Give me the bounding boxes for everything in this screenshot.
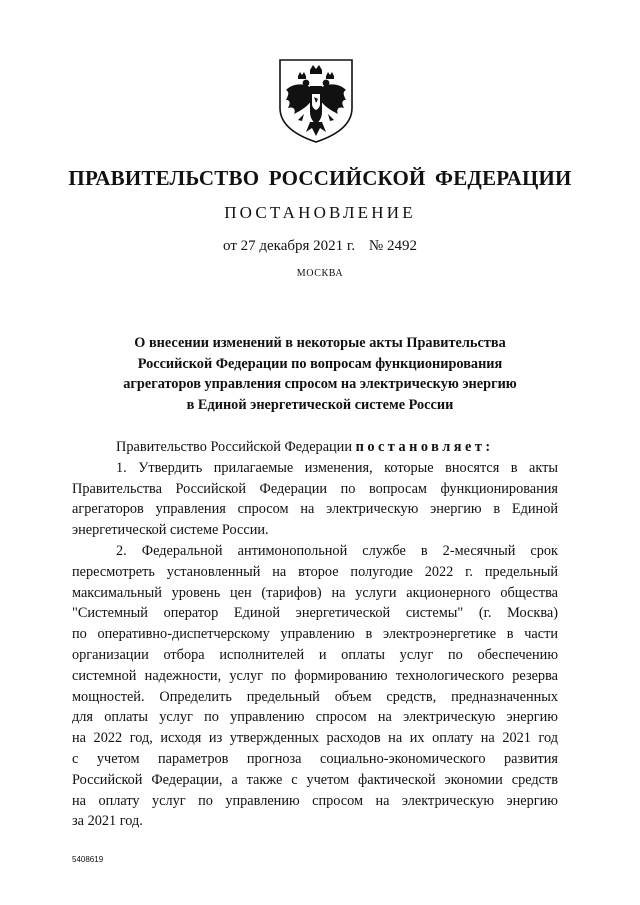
paragraph-2-line: 2. Федеральной антимонопольной службе в 2-месячный срок [116, 542, 558, 559]
paragraph-2-line: пересмотреть установленный на второе полугодие 2022 г. предельный [72, 563, 558, 580]
paragraph-1-line: Правительства Российской Федерации по вопросам функционирования [72, 480, 558, 497]
preamble-text: Правительство Российской Федерации [116, 439, 356, 455]
paragraph-1-line: 1. Утвердить прилагаемые изменения, которые вносятся в акты [116, 459, 558, 476]
paragraph-2-line: для оплаты услуг по управлению спросом на электрическую энергию [72, 709, 558, 726]
title-line: Российской Федерации по вопросам функционирования [137, 355, 503, 372]
paragraph-2-line: максимальный уровень цен (тарифов) на услуги акционерного общества [72, 584, 558, 601]
document-date: от 27 декабря 2021 г. [223, 238, 356, 254]
document-number: № 2492 [368, 238, 417, 254]
title-line: О внесении изменений в некоторые акты Правительства [134, 335, 506, 351]
paragraph-1-line: энергетической системе России. [72, 522, 269, 539]
paragraph-2-line: по оперативно-диспетчерскому управлению в электроэнергетике в части [72, 626, 558, 643]
resolution-title [80, 333, 560, 415]
paragraph-2-line: мощностей. Определить предельный объем средств, предназначенных [72, 688, 558, 705]
paragraph-2-line: организации отбора исполнителей и оплаты услуг по обеспечению [72, 646, 558, 663]
paragraph-2-line: на оплату услуг по управлению спросом на электрическую энергию [72, 792, 558, 809]
document-type: ПОСТАНОВЛЕНИЕ [224, 203, 416, 222]
title-line: в Единой энергетической системе России [186, 396, 454, 413]
city: МОСКВА [296, 268, 344, 279]
paragraph-2-line: с учетом параметров прогноза социально-экономического развития [72, 750, 558, 767]
date-number-line [0, 238, 640, 255]
preamble-verb: постановляет: [355, 439, 494, 455]
paragraph-2-line: системной надежности, услуг по формированию технологического резерва [72, 667, 558, 684]
paragraph-2-line: Российской Федерации, а также с учетом фактической экономии средств [72, 771, 558, 788]
government-title: ПРАВИТЕЛЬСТВО РОССИЙСКОЙ ФЕДЕРАЦИИ [68, 166, 572, 190]
paragraph-2-line: за 2021 год. [72, 813, 143, 830]
preamble [72, 437, 558, 458]
paragraph-1-line: агрегаторов управления спросом на электрическую энергию в Единой [72, 501, 558, 518]
paragraph-2-line: на 2022 год, исходя из утвержденных расходов на их оплату на 2021 год [72, 730, 558, 747]
document-code: 5408619 [72, 855, 104, 864]
coat-of-arms-icon [276, 56, 356, 144]
paragraph-2-line: "Системный оператор Единой энергетической системы" (г. Москва) [72, 605, 558, 622]
title-line: агрегаторов управления спросом на электрическую энергию [123, 376, 517, 392]
resolution-body [72, 437, 558, 832]
